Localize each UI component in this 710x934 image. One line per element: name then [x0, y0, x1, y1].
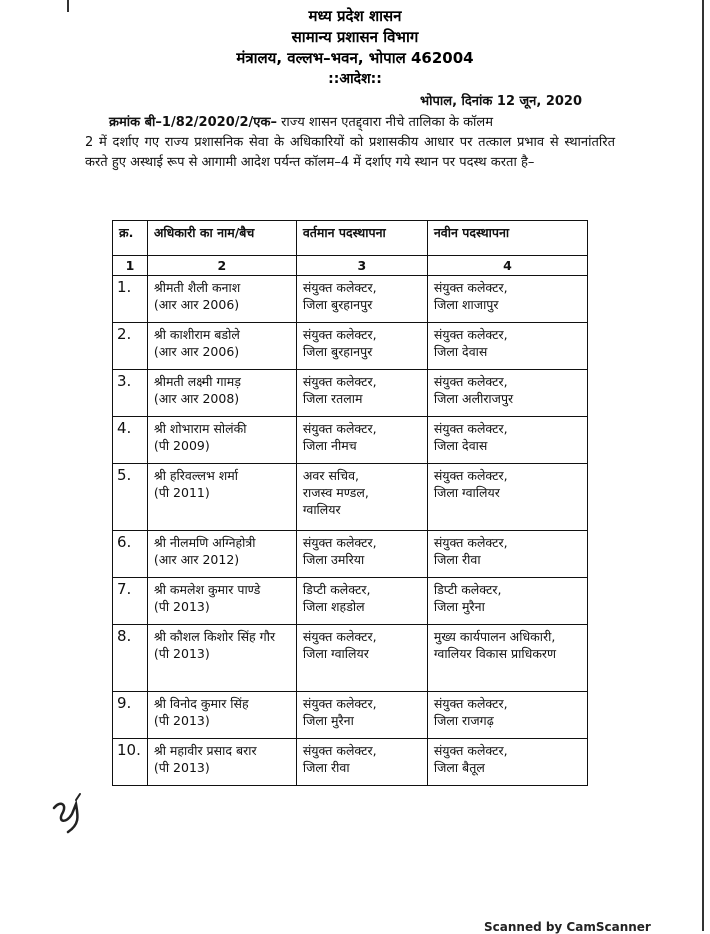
officer-name: श्री हरिवल्लभ शर्मा: [153, 468, 238, 483]
officer-batch: (पी 2013): [153, 760, 210, 775]
new-post-line: मुख्य कार्यपालन अधिकारी,: [433, 629, 556, 644]
preamble-text-1: राज्य शासन एतद्द्वारा नीचे तालिका के कॉलम: [276, 115, 494, 130]
new-post-line: ग्वालियर विकास प्राधिकरण: [433, 646, 557, 661]
cell-serial: 7.: [113, 578, 148, 625]
preamble-text-2: 2 में दर्शाए गए राज्य प्रशासनिक सेवा के अधिकारियों को प्रशासकीय आधार पर तत्काल प्रभाव से स्थानांतरित करते हुए अस्थाई रूप से आगामी आदेश पर्यन्त कॉलम–4 में दर्शाए गये स्थान पर पदस्थ करता है–: [85, 135, 615, 170]
cell-new-posting: [427, 739, 587, 786]
officer-name: श्री विनोद कुमार सिंह: [153, 696, 249, 711]
cell-serial: 10.: [113, 739, 148, 786]
new-post-line: जिला मुरैना: [433, 599, 485, 614]
cell-serial: 3.: [113, 370, 148, 417]
cell-current-posting: [296, 417, 427, 464]
officer-batch: (पी 2013): [153, 599, 210, 614]
column-number: 3: [296, 256, 427, 276]
cell-serial: 2.: [113, 323, 148, 370]
cell-new-posting: [427, 464, 587, 531]
header-officer-name: अधिकारी का नाम/बैच: [147, 221, 296, 256]
cell-officer: [147, 578, 296, 625]
cell-new-posting: [427, 323, 587, 370]
current-post-line: जिला उमरिया: [302, 552, 365, 567]
cell-current-posting: [296, 276, 427, 323]
cell-officer: [147, 739, 296, 786]
signature-mark: [46, 790, 106, 840]
new-post-line: संयुक्त कलेक्टर,: [433, 327, 508, 342]
cell-current-posting: [296, 464, 427, 531]
current-post-line: डिप्टी कलेक्टर,: [302, 582, 371, 597]
cell-serial: 8.: [113, 625, 148, 692]
document-header: [0, 6, 710, 90]
current-post-line: संयुक्त कलेक्टर,: [302, 743, 377, 758]
table-row: [113, 370, 588, 417]
cell-current-posting: [296, 370, 427, 417]
new-post-line: संयुक्त कलेक्टर,: [433, 468, 508, 483]
table-header-row: [113, 221, 588, 256]
officer-name: श्री महावीर प्रसाद बरार: [153, 743, 257, 758]
current-post-line: जिला मुरैना: [302, 713, 354, 728]
officer-name: श्रीमती लक्ष्मी गामड़: [153, 374, 241, 389]
transfer-table: [112, 220, 588, 786]
header-new-posting: नवीन पदस्थापना: [427, 221, 587, 256]
officer-name: श्री कौशल किशोर सिंह गौर: [153, 629, 276, 644]
current-post-line: संयुक्त कलेक्टर,: [302, 374, 377, 389]
current-post-line: संयुक्त कलेक्टर,: [302, 280, 377, 295]
current-post-line: राजस्व मण्डल,: [302, 485, 369, 500]
cell-new-posting: [427, 370, 587, 417]
column-number: 4: [427, 256, 587, 276]
current-post-line: जिला बुरहानपुर: [302, 344, 373, 359]
cell-officer: [147, 692, 296, 739]
new-post-line: संयुक्त कलेक्टर,: [433, 696, 508, 711]
officer-name: श्री काशीराम बडोले: [153, 327, 240, 342]
cell-officer: [147, 464, 296, 531]
new-post-line: जिला देवास: [433, 438, 488, 453]
cell-new-posting: [427, 417, 587, 464]
current-post-line: जिला बुरहानपुर: [302, 297, 373, 312]
current-post-line: संयुक्त कलेक्टर,: [302, 421, 377, 436]
officer-name: श्री नीलमणि अग्निहोत्री: [153, 535, 256, 550]
officer-batch: (पी 2013): [153, 646, 210, 661]
officer-batch: (आर आर 2012): [153, 552, 240, 567]
new-post-line: जिला देवास: [433, 344, 488, 359]
new-post-line: संयुक्त कलेक्टर,: [433, 743, 508, 758]
cell-new-posting: [427, 531, 587, 578]
current-post-line: ग्वालियर: [302, 502, 341, 517]
current-post-line: जिला रीवा: [302, 760, 350, 775]
cell-current-posting: [296, 625, 427, 692]
new-post-line: संयुक्त कलेक्टर,: [433, 535, 508, 550]
cell-current-posting: [296, 739, 427, 786]
column-number: 1: [113, 256, 148, 276]
cell-new-posting: [427, 276, 587, 323]
table-row: [113, 323, 588, 370]
address-line: मंत्रालय, वल्लभ–भवन, भोपाल 462004: [236, 49, 474, 67]
cell-serial: 1.: [113, 276, 148, 323]
current-post-line: संयुक्त कलेक्टर,: [302, 535, 377, 550]
order-number: क्रमांक बी–1/82/2020/2/एक–: [109, 115, 277, 130]
cell-officer: [147, 370, 296, 417]
govt-name: मध्य प्रदेश शासन: [308, 7, 402, 25]
table-row: [113, 276, 588, 323]
new-post-line: जिला ग्वालियर: [433, 485, 500, 500]
new-post-line: जिला अलीराजपुर: [433, 391, 514, 406]
officer-batch: (आर आर 2008): [153, 391, 240, 406]
current-post-line: जिला रतलाम: [302, 391, 363, 406]
cell-serial: 9.: [113, 692, 148, 739]
current-post-line: जिला शहडोल: [302, 599, 365, 614]
new-post-line: संयुक्त कलेक्टर,: [433, 280, 508, 295]
officer-batch: (पी 2011): [153, 485, 210, 500]
column-number: 2: [147, 256, 296, 276]
order-preamble: [85, 113, 615, 173]
order-date: भोपाल, दिनांक 12 जून, 2020: [420, 94, 583, 109]
page-edge: [702, 0, 704, 931]
table-row: [113, 417, 588, 464]
officer-batch: (पी 2013): [153, 713, 210, 728]
officer-name: श्री कमलेश कुमार पाण्डे: [153, 582, 261, 597]
table-row: [113, 531, 588, 578]
cell-officer: [147, 323, 296, 370]
officer-name: श्री शोभाराम सोलंकी: [153, 421, 247, 436]
current-post-line: संयुक्त कलेक्टर,: [302, 629, 377, 644]
header-current-posting: वर्तमान पदस्थापना: [296, 221, 427, 256]
new-post-line: जिला राजगढ़: [433, 713, 494, 728]
new-post-line: जिला शाजापुर: [433, 297, 499, 312]
current-post-line: अवर सचिव,: [302, 468, 359, 483]
cell-current-posting: [296, 531, 427, 578]
new-post-line: संयुक्त कलेक्टर,: [433, 421, 508, 436]
cell-serial: 6.: [113, 531, 148, 578]
table-row: [113, 739, 588, 786]
department-name: सामान्य प्रशासन विभाग: [291, 28, 419, 46]
table-row: [113, 692, 588, 739]
cell-new-posting: [427, 692, 587, 739]
cell-officer: [147, 417, 296, 464]
cell-officer: [147, 625, 296, 692]
header-serial: क्र.: [113, 221, 148, 256]
cell-new-posting: [427, 625, 587, 692]
cell-current-posting: [296, 692, 427, 739]
new-post-line: संयुक्त कलेक्टर,: [433, 374, 508, 389]
current-post-line: जिला ग्वालियर: [302, 646, 369, 661]
table-row: [113, 625, 588, 692]
current-post-line: संयुक्त कलेक्टर,: [302, 327, 377, 342]
officer-batch: (आर आर 2006): [153, 344, 240, 359]
cell-current-posting: [296, 578, 427, 625]
cell-serial: 5.: [113, 464, 148, 531]
table-row: [113, 578, 588, 625]
officer-batch: (पी 2009): [153, 438, 210, 453]
new-post-line: जिला बैतूल: [433, 760, 485, 775]
scanner-watermark: Scanned by CamScanner: [484, 920, 651, 934]
officer-name: श्रीमती शैली कनाश: [153, 280, 241, 295]
officer-batch: (आर आर 2006): [153, 297, 240, 312]
current-post-line: संयुक्त कलेक्टर,: [302, 696, 377, 711]
table-row: [113, 464, 588, 531]
order-heading: ::आदेश::: [328, 71, 382, 87]
cell-officer: [147, 531, 296, 578]
cell-officer: [147, 276, 296, 323]
current-post-line: जिला नीमच: [302, 438, 357, 453]
cell-new-posting: [427, 578, 587, 625]
new-post-line: जिला रीवा: [433, 552, 481, 567]
cell-serial: 4.: [113, 417, 148, 464]
cell-current-posting: [296, 323, 427, 370]
new-post-line: डिप्टी कलेक्टर,: [433, 582, 502, 597]
column-number-row: [113, 256, 588, 276]
